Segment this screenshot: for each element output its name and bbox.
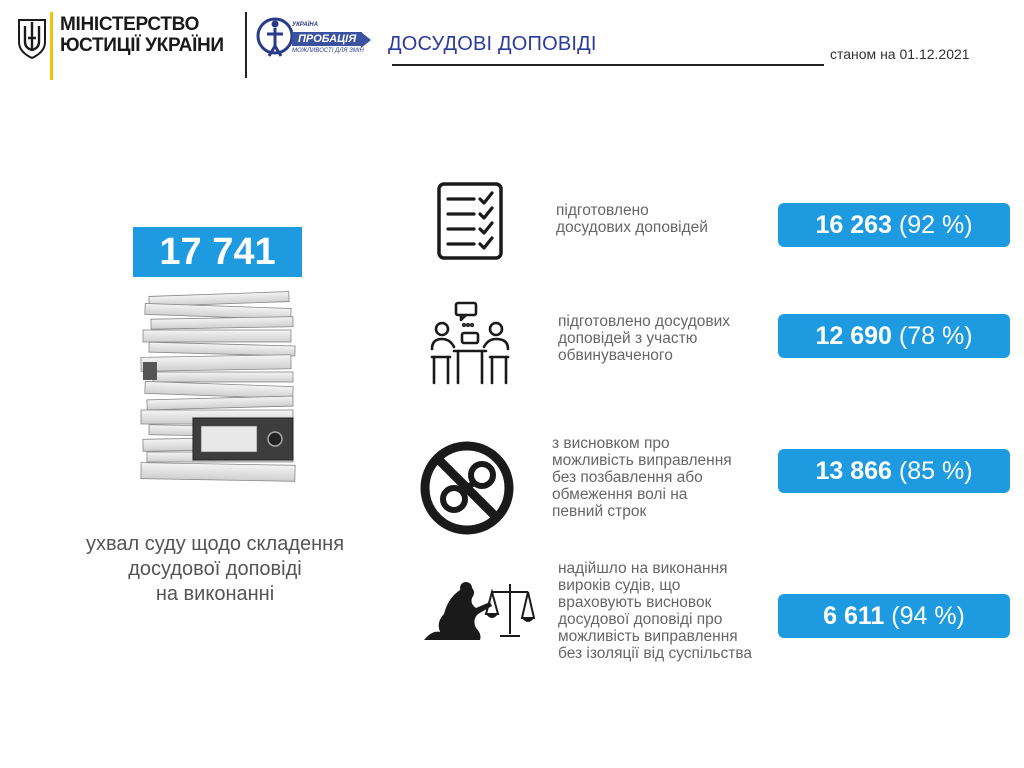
stat-4-label-line-6: без ізоляції від суспільства	[558, 645, 753, 662]
stat-2-percent: (78 %)	[898, 321, 973, 350]
coat-of-arms-icon	[16, 14, 48, 64]
stat-3-percent: (85 %)	[898, 456, 973, 485]
stat-3-label-line-1: з висновком про	[552, 435, 670, 452]
stat-2-label-line-3: обвинуваченого	[558, 347, 673, 364]
page-title: ДОСУДОВІ ДОПОВІДІ	[388, 33, 597, 55]
stat-1-label-line-1: підготовлено	[556, 202, 649, 219]
summary-caption-line-3: на виконанні	[155, 583, 275, 605]
gold-stripe	[50, 12, 53, 80]
title-underline	[392, 64, 824, 66]
probation-banner: ПРОБАЦІЯ	[292, 32, 362, 46]
stat-4-label	[558, 560, 752, 662]
ministry-line-1: МІНІСТЕРСТВО	[60, 14, 200, 35]
probation-bottom-text: МОЖЛИВОСТІ ДЛЯ ЗМІН	[292, 48, 364, 54]
stat-3-label	[552, 435, 732, 520]
stat-4-label-line-1: надійшло на виконання	[558, 560, 728, 577]
stat-1-label-line-2: досудових доповідей	[556, 219, 708, 236]
stat-4-percent: (94 %)	[891, 601, 965, 630]
stat-3-label-line-2: можливість виправлення	[552, 452, 732, 469]
stat-2-label-line-1: підготовлено досудових	[558, 313, 731, 330]
stat-3-badge	[778, 449, 1010, 493]
stat-3-label-line-5: певний строк	[552, 503, 647, 520]
stat-4-label-line-2: вироків судів, що	[558, 577, 681, 594]
probation-arrow-icon	[361, 32, 371, 48]
summary-caption	[50, 532, 380, 607]
stat-1-percent: (92 %)	[898, 210, 973, 239]
stat-4-badge	[778, 594, 1010, 638]
stat-4-label-line-3: враховують висновок	[558, 594, 712, 611]
stat-1-badge	[778, 203, 1010, 247]
as-of-date: станом на 01.12.2021	[830, 46, 970, 62]
summary-caption-line-1: ухвал суду щодо складення	[85, 533, 345, 555]
stat-3-label-line-4: обмеження волі на	[552, 486, 688, 503]
no-handcuffs-icon	[418, 439, 516, 537]
stat-3-value: 13 866	[815, 456, 892, 485]
stat-4-label-line-4: досудової доповіді про	[558, 611, 723, 628]
themis-icon	[420, 578, 540, 644]
total-count-badge: 17 741	[133, 227, 302, 277]
stat-3-label-line-3: без позбавлення або	[552, 469, 703, 486]
ministry-line-2: ЮСТИЦІЇ УКРАЇНИ	[60, 35, 224, 56]
stat-1-label	[556, 202, 708, 236]
checklist-icon	[436, 181, 504, 261]
probation-top-text: УКРАЇНА	[292, 22, 319, 28]
stat-4-value: 6 611	[823, 601, 885, 630]
ministry-name	[60, 14, 224, 56]
summary-caption-line-2: досудової доповіді	[128, 558, 302, 580]
document-stack-icon	[135, 288, 305, 488]
stat-2-badge	[778, 314, 1010, 358]
stat-1-value: 16 263	[815, 210, 892, 239]
stat-2-label-line-2: доповідей з участю	[558, 330, 698, 347]
probation-logo-icon	[255, 12, 295, 64]
stat-4-label-line-5: можливість виправлення	[558, 628, 738, 645]
stat-2-value: 12 690	[815, 321, 892, 350]
stat-2-label	[558, 313, 730, 364]
header-divider	[245, 12, 247, 78]
meeting-icon	[428, 301, 512, 385]
